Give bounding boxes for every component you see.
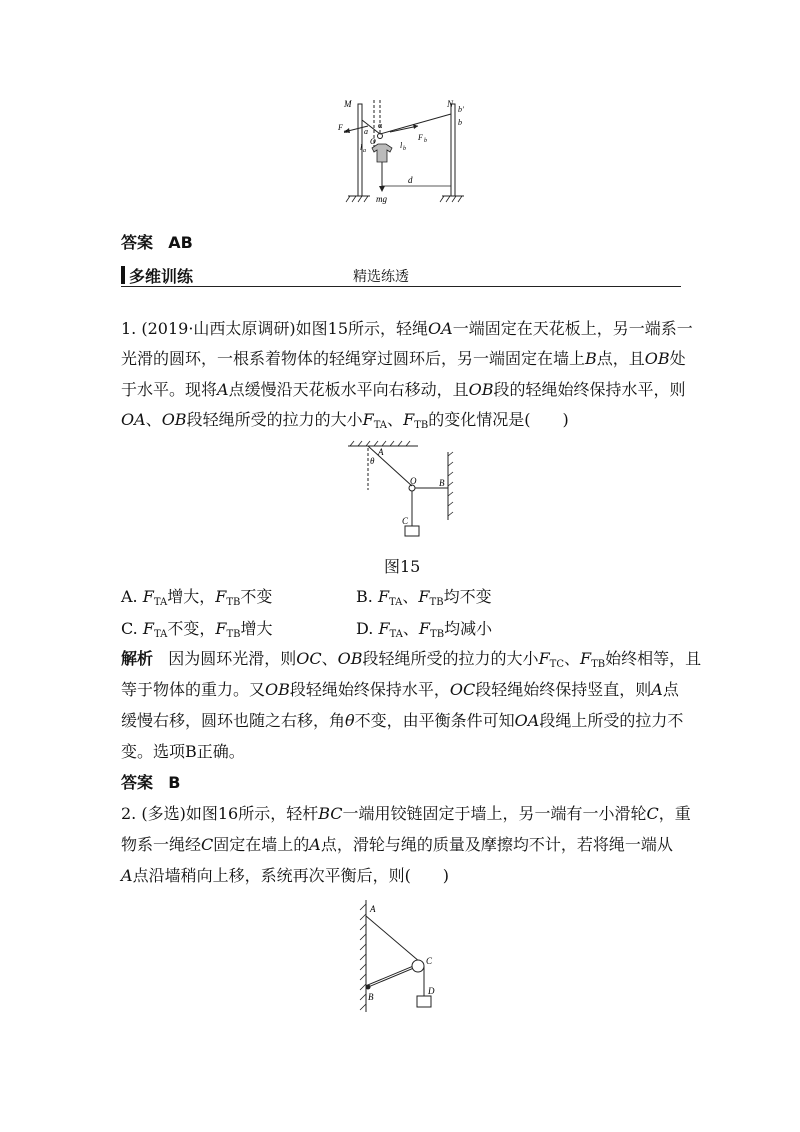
fig15-label-A: A (378, 447, 384, 457)
figure-16 (348, 898, 448, 1016)
section-bar (121, 264, 681, 287)
fig15-label-C: C (402, 516, 409, 526)
q1-analysis-line-2: 等于物体的重力。又OB段轻绳始终保持水平，OC段轻绳始终保持竖直，则A点 (121, 680, 679, 699)
label-lb-sub: b (403, 146, 406, 152)
figure-clothesline (330, 92, 480, 207)
analysis-label: 解析 (121, 649, 154, 668)
label-Fa: F (338, 123, 343, 132)
section-bar-mark (121, 266, 125, 284)
fig15-label-theta: θ (370, 456, 375, 466)
answer-block-1 (121, 226, 193, 260)
fig15-label-O: O (410, 476, 417, 486)
answer-label: 答案 (121, 773, 154, 792)
q2-line-3: A点沿墙稍向上移，系统再次平衡后，则( ) (121, 866, 450, 885)
label-la: l (360, 143, 363, 152)
fig16-label-D: D (428, 986, 435, 996)
fig16-label-A: A (370, 904, 376, 914)
label-b-prime: b′ (458, 105, 464, 114)
label-alpha: α (378, 121, 383, 130)
label-O: O (370, 137, 376, 146)
q1-analysis-line-4: 变。选项B正确。 (121, 742, 245, 761)
q1-option-c: C. $F_{TA}$不变，$F_{TB}$增大 (121, 619, 273, 640)
label-a: a (364, 127, 368, 136)
answer-label: 答案 (121, 233, 154, 252)
q1-analysis-line-1: 解析 因为圆环光滑，则OC、OB段轻绳所受的拉力的大小$F_{TC}$、$F_{TB}$始终相等，且 (121, 649, 702, 670)
label-mg: mg (376, 194, 387, 204)
label-lb: l (400, 141, 403, 150)
section-tag: 精选练透 (353, 269, 409, 285)
q1-line-4: OA、OB段轻绳所受的拉力的大小$F_{TA}$、$F_{TB}$的变化情况是( ) (121, 410, 569, 431)
q2-line-1: 2. (多选)如图16所示，轻杆BC一端用铰链固定于墙上，另一端有一小滑轮C，重 (121, 804, 691, 823)
label-d: d (408, 175, 413, 185)
fig16-label-B: B (368, 992, 374, 1002)
q1-line-2: 光滑的圆环，一根系着物体的轻绳穿过圆环后，另一端固定在墙上B点，且OB处 (121, 349, 686, 368)
fig15-label-B: B (439, 478, 445, 488)
label-Fa-sub: a (344, 129, 347, 135)
answer-block-2 (121, 766, 180, 800)
label-Fb: F (418, 133, 423, 142)
figure-15-caption: 图15 (384, 557, 421, 576)
q1-analysis-line-3: 缓慢右移，圆环也随之右移，角θ不变，由平衡条件可知OA段绳上所受的拉力不 (121, 711, 684, 730)
q2-line-2: 物系一绳经C固定在墙上的A点，滑轮与绳的质量及摩擦均不计，若将绳一端从 (121, 835, 673, 854)
q1-option-d: D. $F_{TA}$、$F_{TB}$均减小 (356, 619, 493, 640)
answer-value: B (168, 773, 181, 792)
fig16-label-C: C (426, 956, 433, 966)
label-b: b (458, 118, 462, 127)
label-la-sub: a (363, 148, 366, 154)
q1-line-1: 1. (2019·山西太原调研)如图15所示，轻绳OA一端固定在天花板上，另一端系一 (121, 319, 693, 338)
answer-value: AB (168, 233, 193, 252)
q1-line-3: 于水平。现将A点缓慢沿天花板水平向右移动，且OB段的轻绳始终保持水平，则 (121, 380, 686, 399)
figure-15 (340, 440, 465, 540)
label-M: M (344, 99, 352, 109)
q1-option-b: B. $F_{TA}$、$F_{TB}$均不变 (356, 587, 492, 608)
q1-option-a: A. $F_{TA}$增大，$F_{TB}$不变 (121, 587, 273, 608)
label-Fb-sub: b (424, 138, 427, 144)
label-N: N (447, 99, 454, 109)
section-title: 多维训练 (129, 267, 194, 286)
